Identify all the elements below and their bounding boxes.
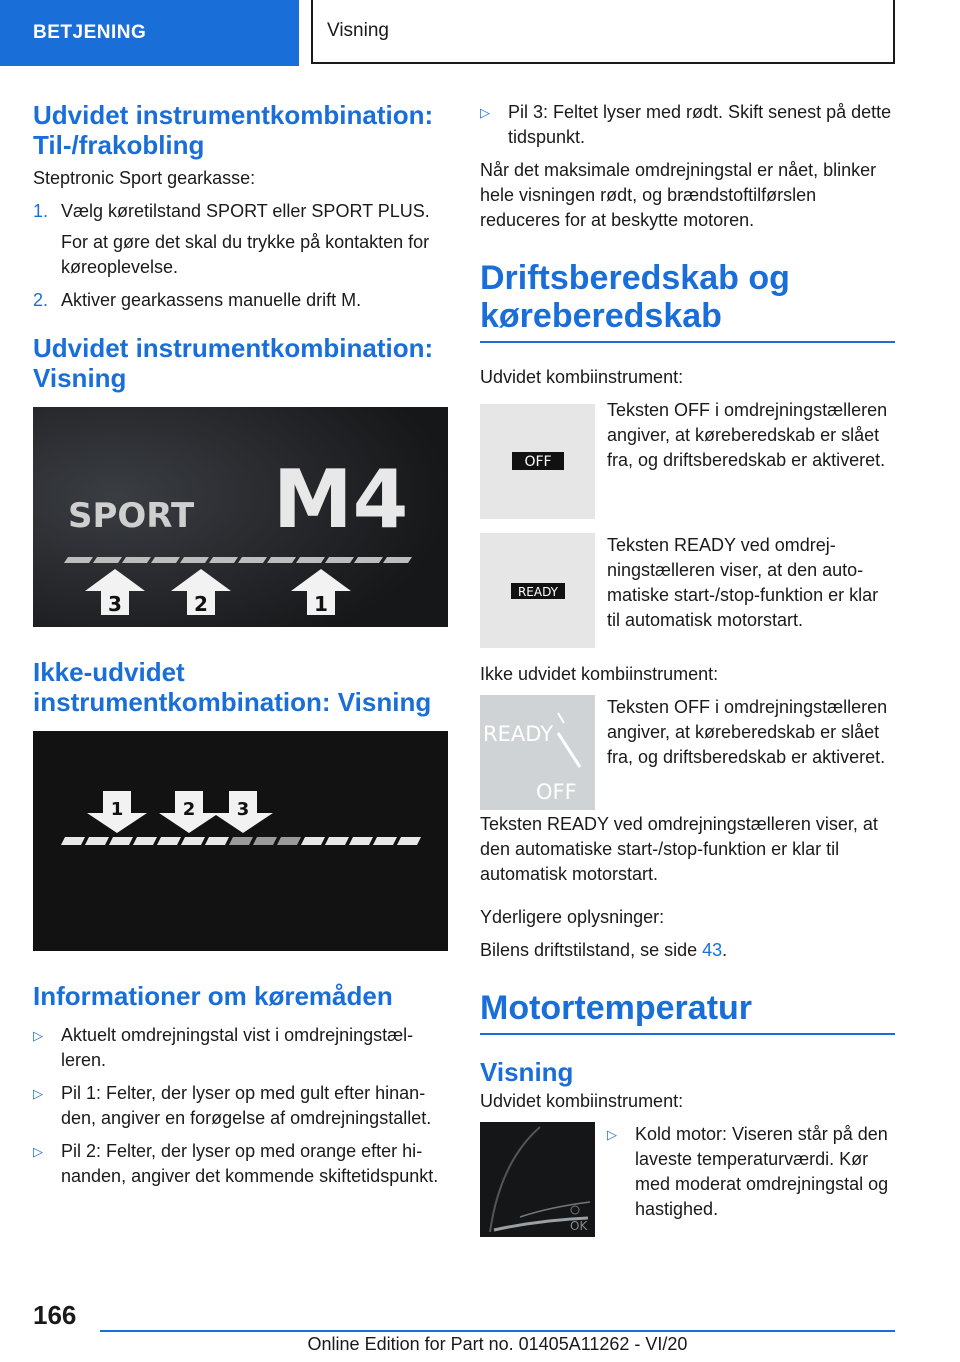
- gauge-row: [480, 695, 895, 810]
- step-number: 2.: [33, 290, 49, 310]
- svg-text:3: 3: [108, 592, 122, 616]
- off-text-2: Teksten OFF i omdrejningstælleren angiver, at køreberedskab er slået fra, og driftsberedskab er aktiveret.: [607, 697, 888, 767]
- triangle-bullet-icon: ▷: [480, 105, 490, 120]
- tachometer-gauge-image: [480, 695, 595, 810]
- bullet-text: Pil 2: Felter, der lyser op med orange efter hinanden, angiver det kommende skiftetidspunkt.: [61, 1141, 439, 1186]
- extended-display-graphic: [33, 407, 448, 627]
- ready-badge: READY: [517, 585, 559, 599]
- ref-text: Bilens driftstilstand, se side: [480, 940, 703, 960]
- triangle-bullet-icon: ▷: [33, 1028, 43, 1043]
- temperature-gauge-image: [480, 1122, 595, 1237]
- heading-drift-wrap: [480, 259, 895, 343]
- heading-udvidet-tilfra: Udvidet instrumentkombination: Til-/frakobling: [33, 100, 434, 160]
- off-indicator-image: [480, 404, 595, 519]
- bullet-text: Pil 3: Feltet lyser med rødt. Skift senest på dette tidspunkt.: [508, 102, 892, 147]
- ikke-udvidet-label: Ikke udvidet kombiinstrument:: [480, 664, 719, 684]
- svg-text:3: 3: [236, 799, 250, 820]
- heading-ikke-udvidet: Ikke-udvidet instrumentkombination: Visning: [33, 657, 432, 717]
- udvidet-label: Udvidet kombiinstrument:: [480, 367, 684, 387]
- step-1: [33, 199, 448, 224]
- bullet-text: Kold motor: Viseren står på den laveste temperaturværdi. Kør med moderat omdrejningstal og hastighed.: [635, 1124, 889, 1219]
- temp-row: [480, 1122, 895, 1237]
- ready-text-2: Teksten READY ved omdrejningstælleren viser, at den automatiske start-/stop-funktion er klar til automatisk motorstart.: [480, 814, 878, 884]
- info-bullet: [33, 1081, 448, 1131]
- svg-text:1: 1: [110, 799, 124, 820]
- max-rpm-text: Når det maksimale omdrejningstal er nået, blinker hele visningen rødt, og brændstoftilførslen reduceres for at beskytte motoren.: [480, 160, 877, 230]
- heading-driftsberedskab: Driftsberedskab og køreberedskab: [480, 259, 790, 335]
- step-1-sub: For at gøre det skal du trykke på kontakten for køreoplevelse.: [61, 232, 430, 277]
- steptronic-text: Steptronic Sport gearkasse:: [33, 168, 256, 188]
- standard-display-graphic: [33, 731, 448, 951]
- temp-ok-label: OK: [570, 1219, 588, 1233]
- footer-rule: [100, 1330, 895, 1332]
- off-text: Teksten OFF i omdrejningstælleren angiver, at køreberedskab er slået fra, og driftsberedskab er aktiveret.: [607, 400, 888, 470]
- page-header-title: Visning: [327, 20, 389, 41]
- right-column: [480, 100, 895, 1251]
- step-number: 1.: [33, 201, 49, 221]
- extended-display-image: [33, 407, 448, 627]
- svg-text:1: 1: [314, 592, 328, 616]
- left-column: [33, 100, 448, 1197]
- sport-mode-text: SPORT: [68, 496, 195, 536]
- heading-visning: Visning: [480, 1057, 574, 1087]
- svg-text:2: 2: [194, 592, 208, 616]
- info-bullet: [33, 1139, 448, 1189]
- rev-segments: [61, 837, 421, 845]
- standard-display-image: [33, 731, 448, 951]
- page-number: 166: [33, 1300, 77, 1330]
- ready-row: [480, 533, 895, 648]
- info-bullet: [480, 100, 895, 150]
- bullet-text: Pil 1: Felter, der lyser op med gult efter hinanden, angiver en forøgelse af omdrejningstallet.: [61, 1083, 432, 1128]
- ready-text: Teksten READY ved omdrejningstælleren viser, at den automatiske start-/stop-funktion er klar til automatisk motorstart.: [607, 535, 879, 630]
- section-label: BETJENING: [33, 22, 147, 43]
- page-link-43[interactable]: 43: [702, 940, 723, 960]
- off-row: [480, 398, 895, 519]
- header-title-box: [311, 0, 895, 64]
- ref-period: .: [722, 940, 728, 960]
- gauge-ready-label: READY: [483, 722, 554, 746]
- info-bullet: [33, 1023, 448, 1073]
- step-text: Aktiver gearkassens manuelle drift M.: [61, 290, 362, 310]
- step-text: Vælg køretilstand SPORT eller SPORT PLUS.: [61, 201, 430, 221]
- gauge-off-label: OFF: [536, 780, 577, 804]
- driftstilstand-ref: [480, 938, 895, 963]
- heading-info-koremaade: Informationer om køremåden: [33, 981, 393, 1011]
- off-badge: OFF: [524, 454, 552, 470]
- heading-motortemperatur: Motortemperatur: [480, 989, 753, 1027]
- svg-text:2: 2: [182, 799, 196, 820]
- udvidet-label-2: Udvidet kombiinstrument:: [480, 1091, 684, 1111]
- footer-edition: Online Edition for Part no. 01405A11262 - VI/20: [307, 1334, 688, 1354]
- triangle-bullet-icon: ▷: [33, 1144, 43, 1159]
- further-info-label: Yderligere oplysninger:: [480, 907, 665, 927]
- heading-motor-wrap: [480, 989, 895, 1035]
- bullet-text: Aktuelt omdrejningstal vist i omdrejningstælleren.: [61, 1025, 414, 1070]
- step-2: [33, 288, 448, 313]
- ready-indicator-image: [480, 533, 595, 648]
- triangle-bullet-icon: ▷: [33, 1086, 43, 1101]
- cold-engine-bullet: [607, 1122, 895, 1237]
- section-tab: [0, 0, 299, 66]
- triangle-bullet-icon: ▷: [607, 1127, 617, 1142]
- heading-udvidet-visning: Udvidet instrumentkombination: Visning: [33, 333, 434, 393]
- gear-display: M4: [273, 453, 409, 546]
